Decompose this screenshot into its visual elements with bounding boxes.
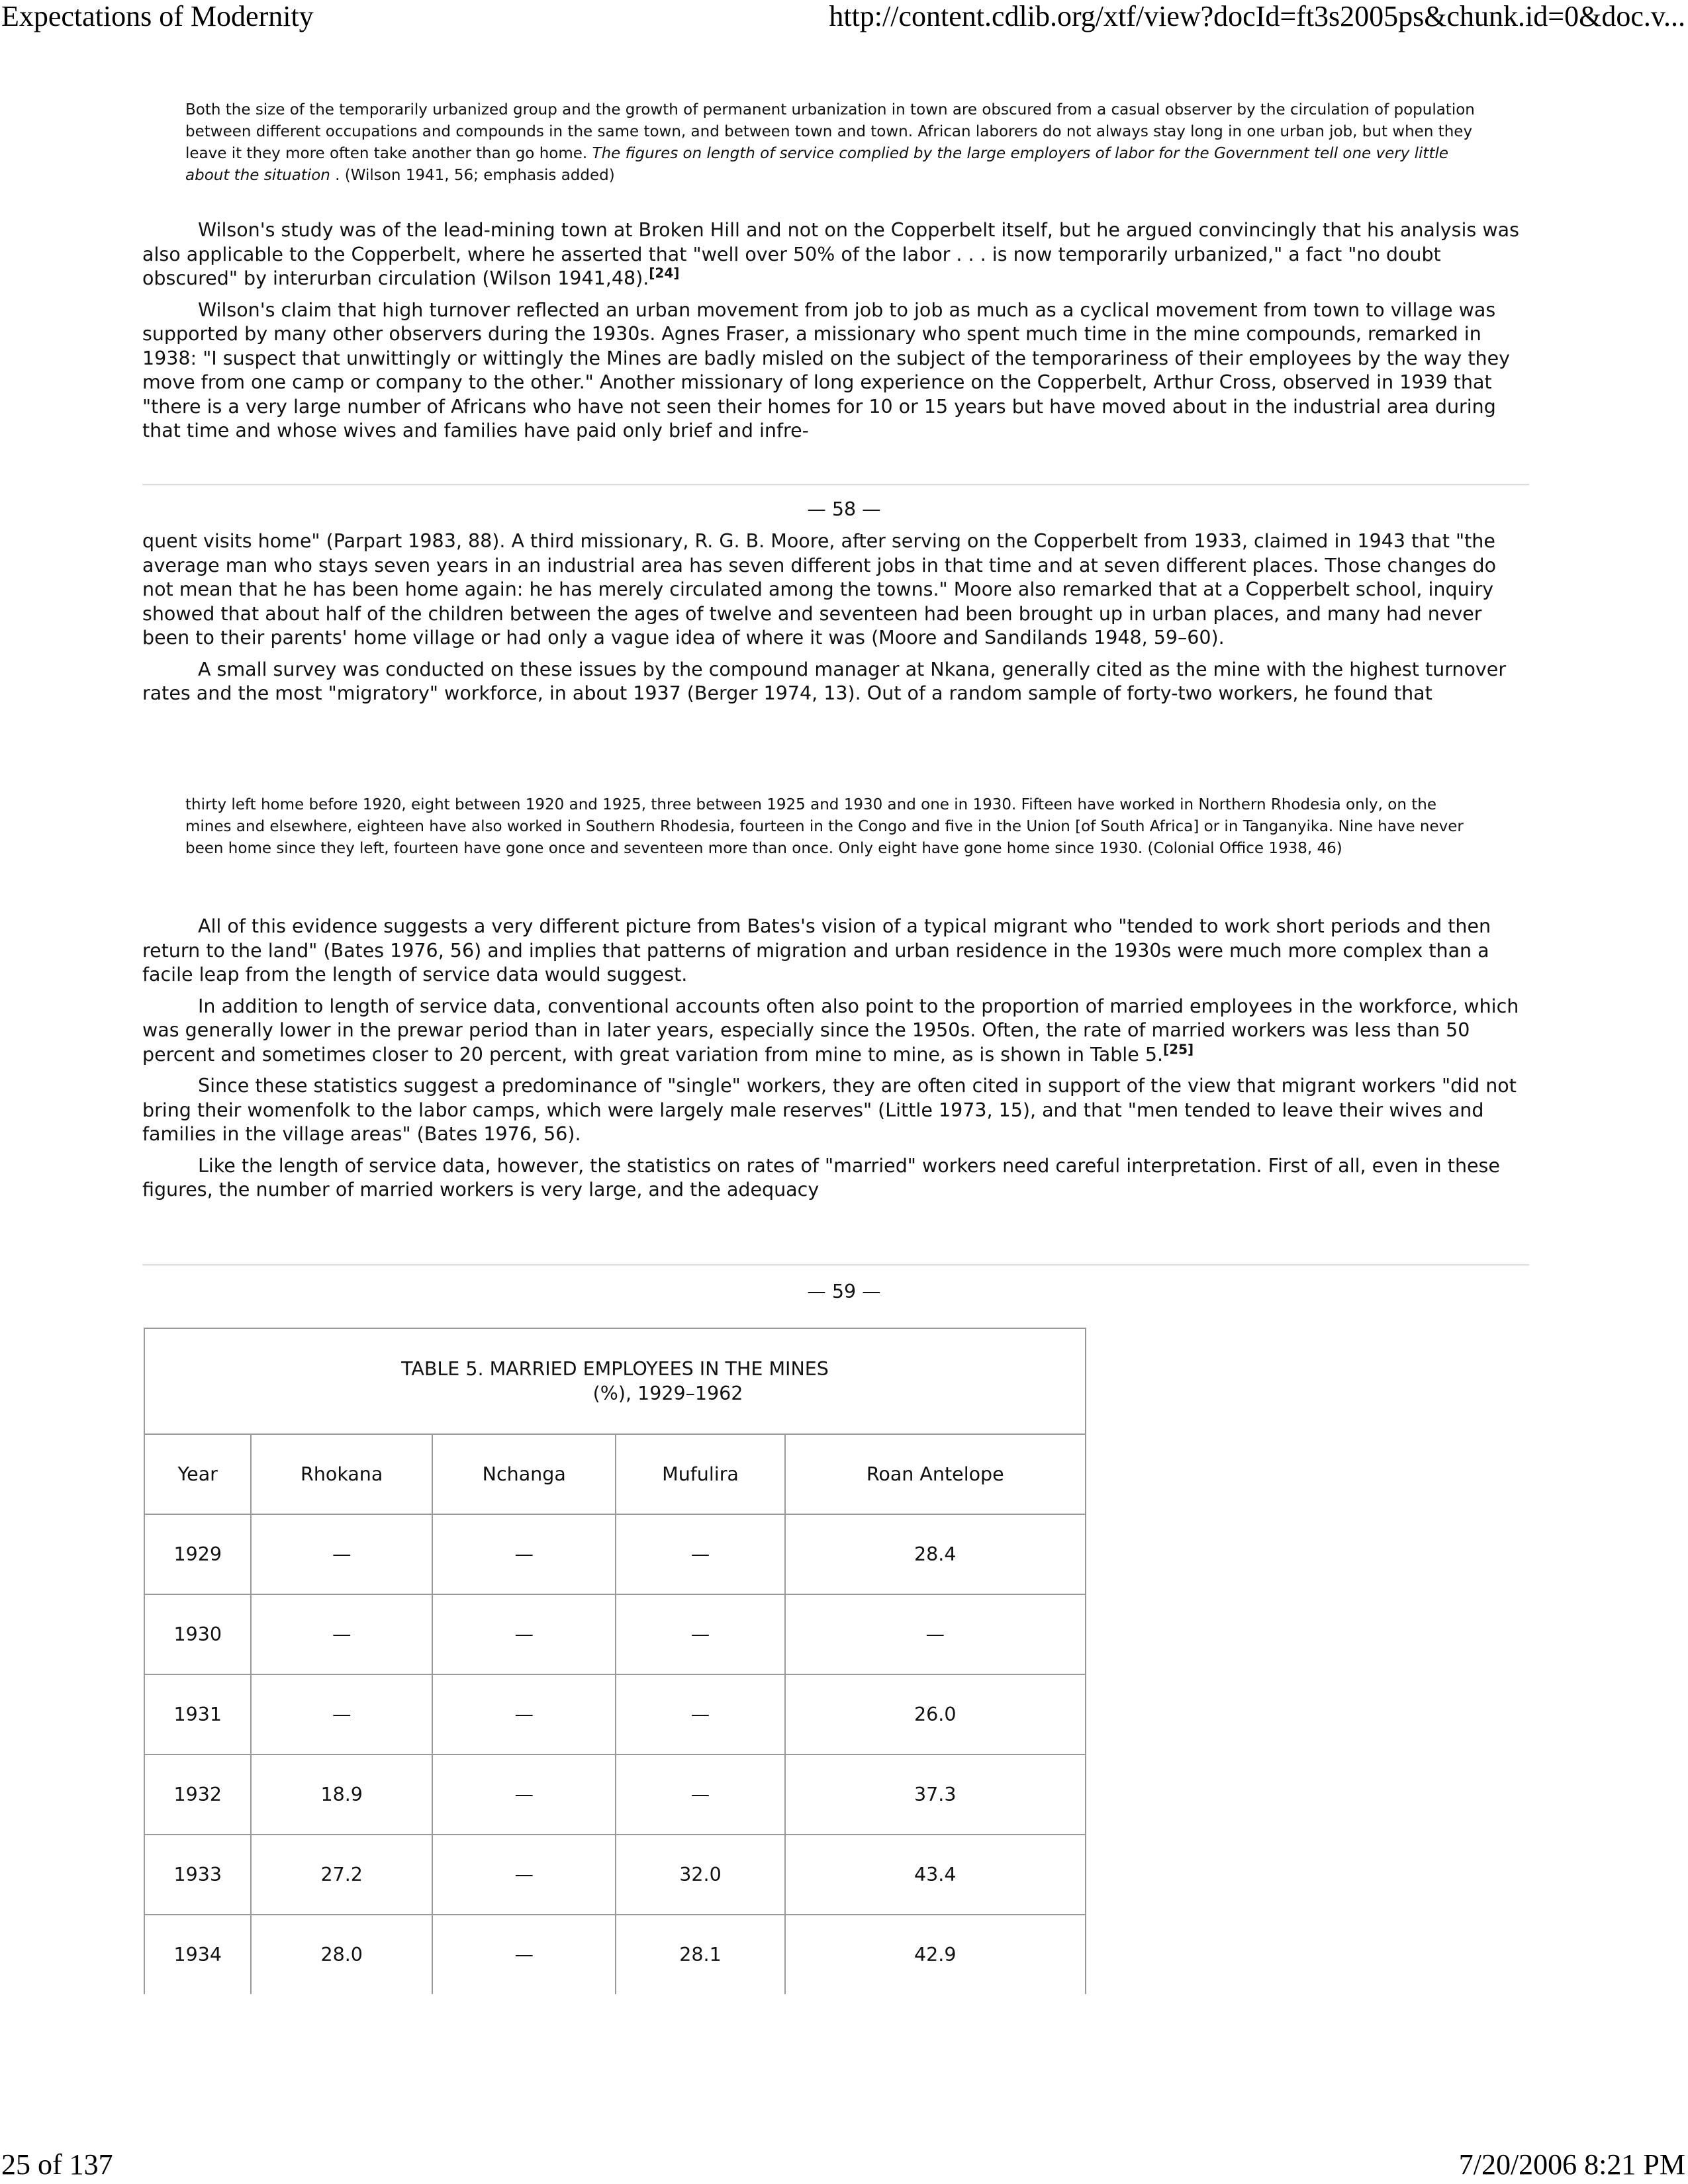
table-row	[144, 1754, 1086, 1835]
section-text-2	[142, 529, 1532, 713]
paragraph: Since these statistics suggest a predominance of "single" workers, they are often cited in support of the view that migrant workers "did not bring their womenfolk to the labor camps, which were largely male reserves" (Little 1973, 15), and that "men tended to leave their wives and families in the village areas" (Bates 1976, 56).	[142, 1075, 1517, 1145]
table-row	[144, 1915, 1086, 1994]
table-cell: 1929	[144, 1514, 251, 1594]
table-row	[144, 1835, 1086, 1915]
table-cell: 28.0	[251, 1915, 432, 1994]
table-cell: 1933	[144, 1835, 251, 1915]
table-cell: 43.4	[785, 1835, 1086, 1915]
paragraph: quent visits home" (Parpart 1983, 88). A third missionary, R. G. B. Moore, after serving on the Copperbelt from 1933, claimed in 1943 that "the average man who stays seven years in an industrial area has seven different jobs in that time and at seven different places. Those changes do not mean that he has been home again: he has merely circulated among the towns." Moore also remarked that at a Copperbelt school, inquiry showed that about half of the children between the ages of twelve and seventeen had been brought up in urban places, and many had never been to their parents' home village or had only a vague idea of where it was (Moore and Sandilands 1948, 59–60).	[142, 530, 1497, 649]
table-cell: —	[432, 1594, 616, 1674]
table-cell: 18.9	[251, 1754, 432, 1835]
footnote-link-24[interactable]: [24]	[649, 265, 680, 281]
paragraph	[142, 218, 1532, 291]
paragraph-text: In addition to length of service data, conventional accounts often also point to the proportion of married employees in the workforce, which was generally lower in the prewar period than in later years, especially since the 1950s. Often, the rate of married workers was less than 50 percent and sometimes closer to 20 percent, with great variation from mine to mine, as is shown in Table 5.	[142, 995, 1519, 1066]
table-cell: —	[432, 1915, 616, 1994]
page-divider	[142, 484, 1529, 486]
page-header-title: Expectations of Modernity	[1, 0, 314, 32]
paragraph: Wilson's claim that high turnover reflected an urban movement from job to job as much as a cyclical movement from town to village was supported by many other observers during the 1930s. Agnes Fraser, a missionary who spent much time in the mine compounds, remarked in 1938: "I suspect that unwittingly or wittingly the Mines are badly misled on the subject of the temporariness of their employees by the way they move from one camp or company to the other." Another missionary of long experience on the Copperbelt, Arthur Cross, observed in 1939 that "there is a very large number of Africans who have not seen their homes for 10 or 15 years but have moved about in the industrial area during that time and whose wives and families have paid only brief and infre-	[142, 298, 1510, 441]
table-row	[144, 1594, 1086, 1674]
table-cell: 1931	[144, 1674, 251, 1754]
table-header-row	[144, 1434, 1086, 1514]
table-cell: 1932	[144, 1754, 251, 1835]
table-cell: —	[251, 1674, 432, 1754]
paragraph	[142, 995, 1532, 1068]
quote-emphasis: The figures on length of service complied by the large employers of labor for the Government tell one very little about the situation	[185, 145, 1449, 184]
table-cell: 32.0	[616, 1835, 784, 1915]
caption-line: TABLE 5. MARRIED EMPLOYEES IN THE MINES	[401, 1358, 829, 1380]
table-cell: 28.1	[616, 1915, 784, 1994]
page-divider	[142, 1264, 1529, 1266]
married-employees-table	[144, 1328, 1086, 1994]
section-text-1	[142, 218, 1532, 451]
table-cell: —	[432, 1835, 616, 1915]
table-cell: 26.0	[785, 1674, 1086, 1754]
table-cell: —	[616, 1514, 784, 1594]
paragraph: All of this evidence suggests a very different picture from Bates's vision of a typical migrant who "tended to work short periods and then return to the land" (Bates 1976, 56) and implies that patterns of migration and urban residence in the 1930s were much more complex than a facile leap from the length of service data would suggest.	[142, 915, 1491, 985]
block-quote-wilson	[185, 99, 1483, 187]
table-caption	[144, 1328, 1086, 1434]
print-datetime: 7/20/2006 8:21 PM	[1458, 2148, 1685, 2181]
caption-line: (%), 1929–1962	[592, 1383, 743, 1404]
quote-text: Both the size of the temporarily urbanized group and the growth of permanent urbanization in town are obscured from a casual observer by the circulation of population between different occupations and compounds in the same town, and between town and town. African laborers do not always stay long in one urban job, but when they leave it they more often take another than go home.	[185, 101, 1475, 162]
paragraph: Like the length of service data, however, the statistics on rates of "married" workers need careful interpretation. First of all, even in these figures, the number of married workers is very large, and the adequacy	[142, 1154, 1500, 1201]
column-header: Nchanga	[432, 1434, 616, 1514]
column-header: Mufulira	[616, 1434, 784, 1514]
table-cell: —	[251, 1594, 432, 1674]
page-number-58: — 58 —	[807, 498, 881, 520]
column-header: Year	[144, 1434, 251, 1514]
table-cell: —	[432, 1674, 616, 1754]
table-row	[144, 1514, 1086, 1594]
table-cell: —	[785, 1594, 1086, 1674]
table-cell: 27.2	[251, 1835, 432, 1915]
footnote-link-25[interactable]: [25]	[1163, 1041, 1194, 1057]
table-cell: 37.3	[785, 1754, 1086, 1835]
page-header-url: http://content.cdlib.org/xtf/view?docId=ft3s2005ps&chunk.id=0&doc.v...	[829, 0, 1685, 32]
table-cell: —	[616, 1674, 784, 1754]
column-header: Rhokana	[251, 1434, 432, 1514]
table-cell: —	[616, 1594, 784, 1674]
table-cell: 1930	[144, 1594, 251, 1674]
table-cell: 42.9	[785, 1915, 1086, 1994]
paragraph: A small survey was conducted on these issues by the compound manager at Nkana, generally cited as the mine with the highest turnover rates and the most "migratory" workforce, in about 1937 (Berger 1974, 13). Out of a random sample of forty-two workers, he found that	[142, 658, 1507, 704]
table-cell: 1934	[144, 1915, 251, 1994]
paragraph-text: Wilson's study was of the lead-mining town at Broken Hill and not on the Copperbelt itself, but he argued convincingly that his analysis was also applicable to the Copperbelt, where he asserted that "well over 50% of the labor . . . is now temporarily urbanized," a fact "no doubt obscured" by interurban circulation (Wilson 1941,48).	[142, 219, 1519, 289]
table-cell: —	[432, 1514, 616, 1594]
table-cell: —	[432, 1754, 616, 1835]
column-header: Roan Antelope	[785, 1434, 1086, 1514]
section-text-3	[142, 915, 1532, 1210]
block-quote-colonial-office: thirty left home before 1920, eight between 1920 and 1925, three between 1925 and 1930 and one in 1930. Fifteen have worked in Northern Rhodesia only, on the mines and elsewhere, eighteen have also worked in Southern Rhodesia, fourteen in the Congo and five in the Union [of South Africa] or in Tanganyika. Nine have never been home since they left, fourteen have gone once and seventeen more than once. Only eight have gone home since 1930. (Colonial Office 1938, 46)	[185, 796, 1464, 857]
table-cell: —	[616, 1754, 784, 1835]
table-cell: 28.4	[785, 1514, 1086, 1594]
table-row	[144, 1674, 1086, 1754]
table-cell: —	[251, 1514, 432, 1594]
page-count: 25 of 137	[1, 2148, 113, 2181]
page-number-59: — 59 —	[807, 1281, 881, 1302]
quote-citation: . (Wilson 1941, 56; emphasis added)	[330, 167, 615, 184]
